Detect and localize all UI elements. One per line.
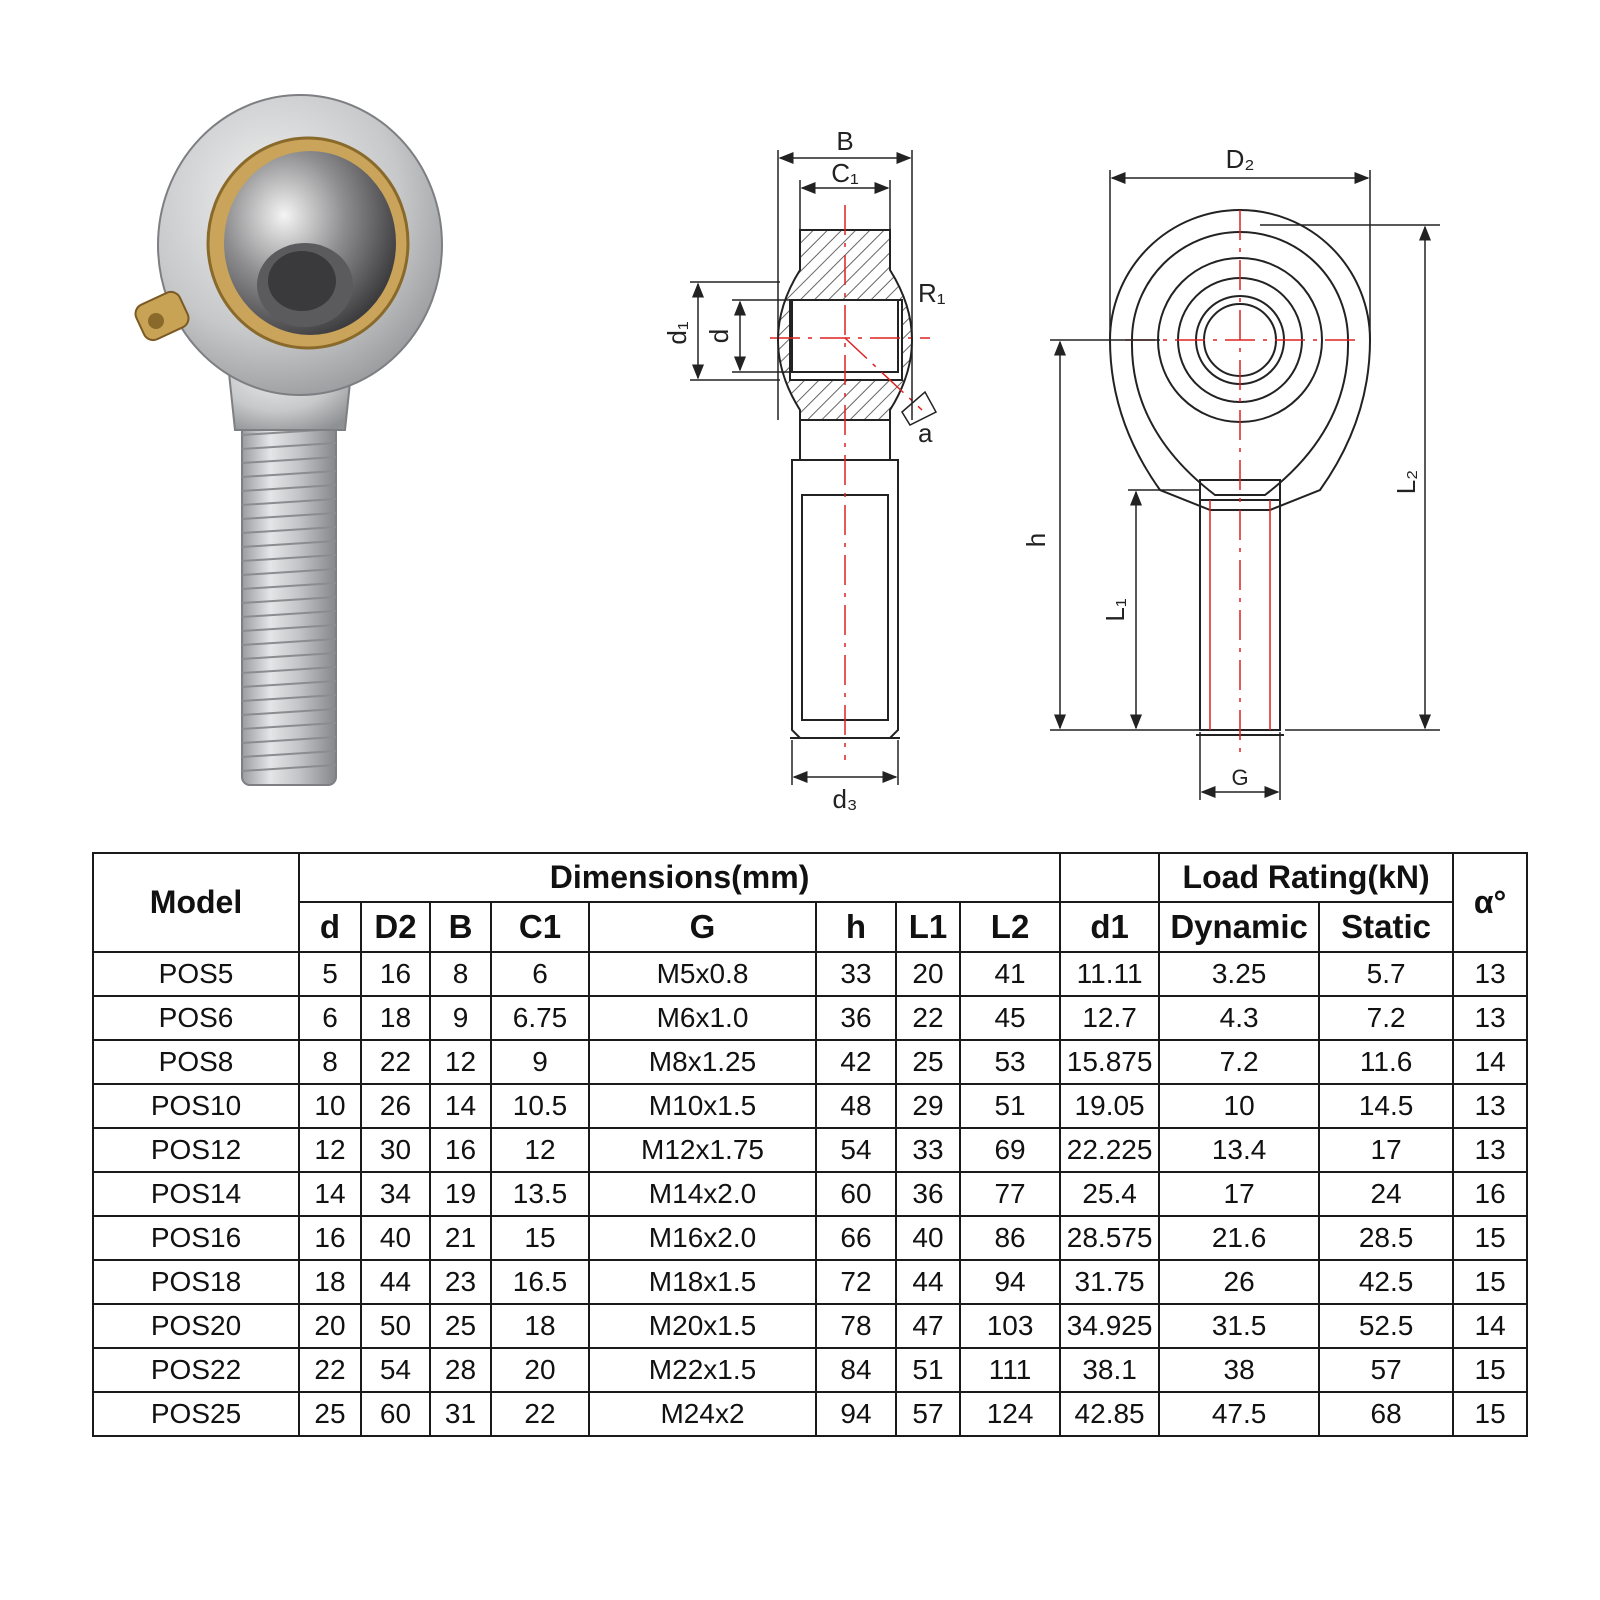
table-row — [93, 1348, 1527, 1392]
table-cell: 18 — [491, 1304, 589, 1348]
table-cell: M22x1.5 — [589, 1348, 816, 1392]
table-cell: 6 — [299, 996, 361, 1040]
table-cell: 25.4 — [1060, 1172, 1159, 1216]
header-col: Static — [1319, 902, 1453, 952]
table-row — [93, 1172, 1527, 1216]
table-cell: 103 — [960, 1304, 1060, 1348]
table-cell: M5x0.8 — [589, 952, 816, 996]
model-cell: POS22 — [93, 1348, 299, 1392]
table-cell: 31 — [430, 1392, 491, 1436]
table-cell: 15.875 — [1060, 1040, 1159, 1084]
table-cell: 25 — [896, 1040, 960, 1084]
table-cell: 7.2 — [1319, 996, 1453, 1040]
table-cell: 12.7 — [1060, 996, 1159, 1040]
table-cell: 41 — [960, 952, 1060, 996]
header-d1-top — [1060, 853, 1159, 902]
table-cell: 33 — [816, 952, 896, 996]
table-cell: 36 — [816, 996, 896, 1040]
table-cell: 38 — [1159, 1348, 1319, 1392]
table-cell: 19 — [430, 1172, 491, 1216]
table-cell: 94 — [816, 1392, 896, 1436]
model-cell: POS6 — [93, 996, 299, 1040]
table-cell: 72 — [816, 1260, 896, 1304]
label-h: h — [1021, 532, 1051, 548]
table-cell: 14 — [430, 1084, 491, 1128]
table-cell: 15 — [1453, 1392, 1527, 1436]
table-cell: 14 — [299, 1172, 361, 1216]
table-cell: M6x1.0 — [589, 996, 816, 1040]
label-C1: C₁ — [831, 158, 859, 188]
table-cell: M14x2.0 — [589, 1172, 816, 1216]
table-cell: 17 — [1159, 1172, 1319, 1216]
table-cell: 42 — [816, 1040, 896, 1084]
table-cell: 31.75 — [1060, 1260, 1159, 1304]
table-row — [93, 1040, 1527, 1084]
table-cell: 47.5 — [1159, 1392, 1319, 1436]
table-cell: 66 — [816, 1216, 896, 1260]
table-cell: 12 — [491, 1128, 589, 1172]
table-cell: 13 — [1453, 952, 1527, 996]
front-view-centerlines — [1125, 210, 1360, 760]
table-cell: 5 — [299, 952, 361, 996]
label-B: B — [836, 126, 854, 156]
table-cell: 20 — [299, 1304, 361, 1348]
table-cell: 22 — [299, 1348, 361, 1392]
table-cell: 22.225 — [1060, 1128, 1159, 1172]
model-cell: POS10 — [93, 1084, 299, 1128]
table-cell: 34 — [361, 1172, 430, 1216]
table-cell: 13 — [1453, 996, 1527, 1040]
label-R1: R₁ — [918, 278, 946, 308]
header-model: Model — [93, 853, 299, 952]
table-cell: 44 — [896, 1260, 960, 1304]
table-cell: 8 — [299, 1040, 361, 1084]
header-row-1 — [93, 853, 1527, 902]
table-row — [93, 952, 1527, 996]
table-cell: 10.5 — [491, 1084, 589, 1128]
table-cell: 7.2 — [1159, 1040, 1319, 1084]
table-cell: 52.5 — [1319, 1304, 1453, 1348]
header-col: L2 — [960, 902, 1060, 952]
table-cell: 77 — [960, 1172, 1060, 1216]
table-cell: 84 — [816, 1348, 896, 1392]
header-col: Dynamic — [1159, 902, 1319, 952]
table-row — [93, 1216, 1527, 1260]
table-cell: 13.4 — [1159, 1128, 1319, 1172]
table-cell: 38.1 — [1060, 1348, 1159, 1392]
header-col: C1 — [491, 902, 589, 952]
table-cell: 16 — [299, 1216, 361, 1260]
header-col: d — [299, 902, 361, 952]
table-cell: 12 — [299, 1128, 361, 1172]
table-cell: 9 — [491, 1040, 589, 1084]
table-cell: 53 — [960, 1040, 1060, 1084]
table-cell: 78 — [816, 1304, 896, 1348]
table-cell: 8 — [430, 952, 491, 996]
table-cell: 57 — [896, 1392, 960, 1436]
table-cell: 45 — [960, 996, 1060, 1040]
table-cell: 48 — [816, 1084, 896, 1128]
table-cell: M16x2.0 — [589, 1216, 816, 1260]
table-cell: 51 — [960, 1084, 1060, 1128]
table-row — [93, 1084, 1527, 1128]
table-cell: 69 — [960, 1128, 1060, 1172]
header-dimensions: Dimensions(mm) — [299, 853, 1060, 902]
table-cell: 21.6 — [1159, 1216, 1319, 1260]
table-cell: 17 — [1319, 1128, 1453, 1172]
table-cell: 47 — [896, 1304, 960, 1348]
table-cell: 14 — [1453, 1304, 1527, 1348]
table-cell: M8x1.25 — [589, 1040, 816, 1084]
table-cell: 25 — [430, 1304, 491, 1348]
model-cell: POS18 — [93, 1260, 299, 1304]
table-cell: 10 — [1159, 1084, 1319, 1128]
model-cell: POS12 — [93, 1128, 299, 1172]
table-cell: 24 — [1319, 1172, 1453, 1216]
header-col: D2 — [361, 902, 430, 952]
table-cell: 86 — [960, 1216, 1060, 1260]
table-cell: 12 — [430, 1040, 491, 1084]
table-cell: 26 — [361, 1084, 430, 1128]
table-cell: 22 — [361, 1040, 430, 1084]
table-cell: 40 — [896, 1216, 960, 1260]
table-cell: 15 — [1453, 1260, 1527, 1304]
table-cell: 18 — [361, 996, 430, 1040]
table-cell: 111 — [960, 1348, 1060, 1392]
table-row — [93, 996, 1527, 1040]
table-cell: 13 — [1453, 1128, 1527, 1172]
table-row — [93, 1392, 1527, 1436]
table-cell: 54 — [816, 1128, 896, 1172]
label-D2: D₂ — [1225, 144, 1255, 174]
table-cell: 40 — [361, 1216, 430, 1260]
model-cell: POS20 — [93, 1304, 299, 1348]
table-cell: 21 — [430, 1216, 491, 1260]
table-cell: M24x2 — [589, 1392, 816, 1436]
table-cell: 11.11 — [1060, 952, 1159, 996]
table-cell: 5.7 — [1319, 952, 1453, 996]
table-cell: 15 — [1453, 1216, 1527, 1260]
header-col: B — [430, 902, 491, 952]
table-cell: 13.5 — [491, 1172, 589, 1216]
model-cell: POS14 — [93, 1172, 299, 1216]
label-G: G — [1231, 765, 1249, 790]
label-L2: L₂ — [1391, 469, 1421, 495]
table-cell: 30 — [361, 1128, 430, 1172]
table-cell: 16 — [430, 1128, 491, 1172]
table-body — [93, 952, 1527, 1436]
table-cell: 33 — [896, 1128, 960, 1172]
front-view-dimensions — [1050, 170, 1440, 800]
table-cell: 22 — [896, 996, 960, 1040]
table-cell: 13 — [1453, 1084, 1527, 1128]
header-alpha: α° — [1453, 853, 1527, 952]
table-cell: 124 — [960, 1392, 1060, 1436]
table-cell: 34.925 — [1060, 1304, 1159, 1348]
table-cell: 16 — [361, 952, 430, 996]
table-cell: 28.5 — [1319, 1216, 1453, 1260]
table-cell: 50 — [361, 1304, 430, 1348]
table-cell: 14.5 — [1319, 1084, 1453, 1128]
model-cell: POS25 — [93, 1392, 299, 1436]
table-cell: M12x1.75 — [589, 1128, 816, 1172]
table-cell: 42.5 — [1319, 1260, 1453, 1304]
table-cell: 22 — [491, 1392, 589, 1436]
label-a: a — [918, 418, 933, 448]
table-cell: 28.575 — [1060, 1216, 1159, 1260]
table-cell: 36 — [896, 1172, 960, 1216]
table-cell: 3.25 — [1159, 952, 1319, 996]
header-col: L1 — [896, 902, 960, 952]
table-cell: 19.05 — [1060, 1084, 1159, 1128]
table-cell: 54 — [361, 1348, 430, 1392]
table-cell: 68 — [1319, 1392, 1453, 1436]
header-col: h — [816, 902, 896, 952]
table-cell: 11.6 — [1319, 1040, 1453, 1084]
table-cell: 28 — [430, 1348, 491, 1392]
table-cell: 44 — [361, 1260, 430, 1304]
table-cell: 29 — [896, 1084, 960, 1128]
specification-table — [92, 852, 1528, 1437]
header-row-2 — [93, 902, 1527, 952]
technical-drawings — [640, 120, 1480, 820]
table-cell: 94 — [960, 1260, 1060, 1304]
model-cell: POS8 — [93, 1040, 299, 1084]
table-cell: M20x1.5 — [589, 1304, 816, 1348]
table-cell: 15 — [491, 1216, 589, 1260]
label-d3: d₃ — [832, 784, 858, 814]
table-cell: 31.5 — [1159, 1304, 1319, 1348]
header-col: G — [589, 902, 816, 952]
header-col: d1 — [1060, 902, 1159, 952]
table-cell: 16.5 — [491, 1260, 589, 1304]
label-d1: d₁ — [662, 321, 692, 345]
label-d: d — [704, 328, 734, 344]
table-cell: 18 — [299, 1260, 361, 1304]
table-cell: 42.85 — [1060, 1392, 1159, 1436]
table-cell: 60 — [361, 1392, 430, 1436]
table-cell: 23 — [430, 1260, 491, 1304]
table-cell: M18x1.5 — [589, 1260, 816, 1304]
table-cell: 57 — [1319, 1348, 1453, 1392]
table-row — [93, 1304, 1527, 1348]
table-cell: 10 — [299, 1084, 361, 1128]
table-cell: 26 — [1159, 1260, 1319, 1304]
table-cell: 6.75 — [491, 996, 589, 1040]
table-cell: 16 — [1453, 1172, 1527, 1216]
table-cell: 20 — [491, 1348, 589, 1392]
model-cell: POS5 — [93, 952, 299, 996]
model-cell: POS16 — [93, 1216, 299, 1260]
table-cell: 9 — [430, 996, 491, 1040]
table-cell: 51 — [896, 1348, 960, 1392]
table-cell: 15 — [1453, 1348, 1527, 1392]
table-cell: 20 — [896, 952, 960, 996]
table-cell: 60 — [816, 1172, 896, 1216]
header-load-rating: Load Rating(kN) — [1159, 853, 1453, 902]
rod-end-photo — [130, 85, 450, 805]
table-row — [93, 1128, 1527, 1172]
table-cell: 14 — [1453, 1040, 1527, 1084]
label-L1: L₁ — [1100, 598, 1130, 622]
table-cell: 6 — [491, 952, 589, 996]
table-row — [93, 1260, 1527, 1304]
table-cell: 4.3 — [1159, 996, 1319, 1040]
table-cell: M10x1.5 — [589, 1084, 816, 1128]
table-cell: 25 — [299, 1392, 361, 1436]
